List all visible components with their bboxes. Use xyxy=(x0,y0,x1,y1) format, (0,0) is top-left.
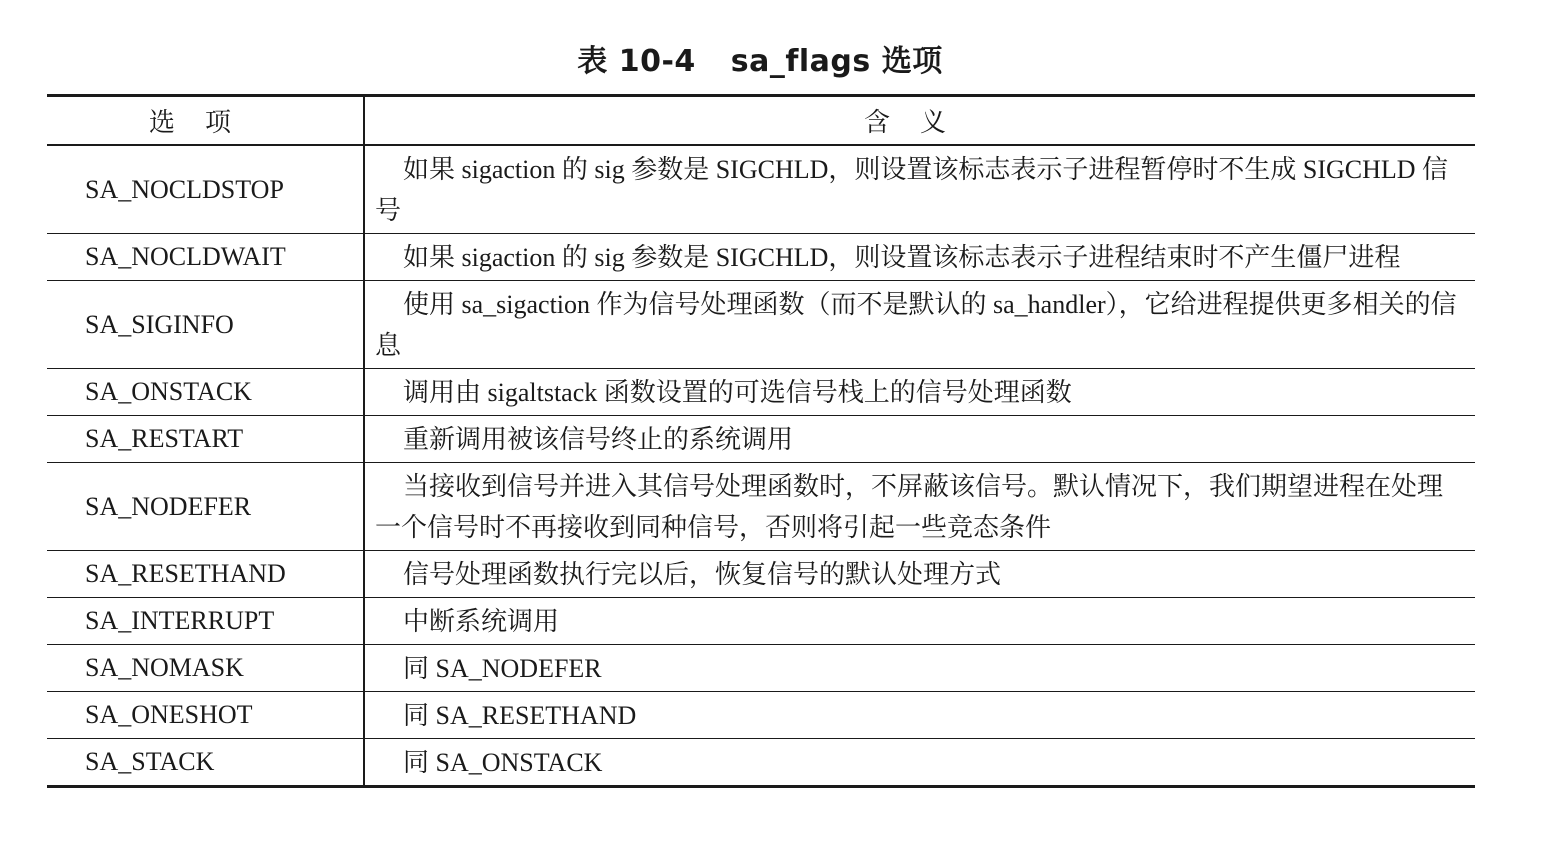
table-row xyxy=(47,645,1475,692)
option-cell: SA_NOCLDWAIT xyxy=(47,234,364,281)
table-title: sa_flags 选项 xyxy=(730,44,943,79)
option-cell: SA_NOMASK xyxy=(47,645,364,692)
meaning-text: 使用 sa_sigaction 作为信号处理函数（而不是默认的 sa_handler），它给进程提供更多相关的信息 xyxy=(375,289,1457,360)
table-number: 表 10-4 xyxy=(577,44,696,79)
option-cell: SA_NODEFER xyxy=(47,463,364,551)
header-row xyxy=(47,96,1475,146)
meaning-text: 调用由 sigaltstack 函数设置的可选信号栈上的信号处理函数 xyxy=(403,377,1072,407)
meaning-cell xyxy=(364,463,1475,551)
meaning-text: 如果 sigaction 的 sig 参数是 SIGCHLD，则设置该标志表示子进程暂停时不生成 SIGCHLD 信号 xyxy=(375,154,1449,225)
meaning-text: 信号处理函数执行完以后，恢复信号的默认处理方式 xyxy=(403,559,1002,589)
meaning-cell xyxy=(364,551,1475,598)
table-row xyxy=(47,369,1475,416)
meaning-text: 同 SA_ONSTACK xyxy=(403,747,603,777)
table-row xyxy=(47,692,1475,739)
table-row xyxy=(47,551,1475,598)
header-meaning: 含义 xyxy=(364,96,1475,146)
option-cell: SA_INTERRUPT xyxy=(47,598,364,645)
meaning-text: 中断系统调用 xyxy=(403,606,560,636)
meaning-cell xyxy=(364,281,1475,369)
meaning-cell xyxy=(364,598,1475,645)
table-row xyxy=(47,463,1475,551)
meaning-cell xyxy=(364,645,1475,692)
table-row xyxy=(47,416,1475,463)
table-caption xyxy=(0,36,1520,80)
header-option: 选项 xyxy=(47,96,364,146)
option-cell: SA_NOCLDSTOP xyxy=(47,145,364,234)
meaning-cell xyxy=(364,739,1475,787)
meaning-text: 同 SA_RESETHAND xyxy=(403,700,637,730)
option-cell: SA_RESETHAND xyxy=(47,551,364,598)
meaning-text: 重新调用被该信号终止的系统调用 xyxy=(403,424,794,454)
option-cell: SA_SIGINFO xyxy=(47,281,364,369)
option-cell: SA_ONESHOT xyxy=(47,692,364,739)
option-cell: SA_STACK xyxy=(47,739,364,787)
table-row xyxy=(47,739,1475,787)
option-cell: SA_ONSTACK xyxy=(47,369,364,416)
meaning-cell xyxy=(364,234,1475,281)
meaning-text: 如果 sigaction 的 sig 参数是 SIGCHLD，则设置该标志表示子进程结束时不产生僵尸进程 xyxy=(403,242,1401,272)
meaning-cell xyxy=(364,692,1475,739)
table-row xyxy=(47,145,1475,234)
meaning-text: 同 SA_NODEFER xyxy=(403,653,602,683)
meaning-cell xyxy=(364,416,1475,463)
meaning-text: 当接收到信号并进入其信号处理函数时，不屏蔽该信号。默认情况下，我们期望进程在处理一个信号时不再接收到同种信号，否则将引起一些竞态条件 xyxy=(375,471,1444,542)
option-cell: SA_RESTART xyxy=(47,416,364,463)
meaning-cell xyxy=(364,369,1475,416)
sa-flags-table xyxy=(47,94,1475,788)
table-row xyxy=(47,234,1475,281)
table-row xyxy=(47,598,1475,645)
meaning-cell xyxy=(364,145,1475,234)
table-row xyxy=(47,281,1475,369)
